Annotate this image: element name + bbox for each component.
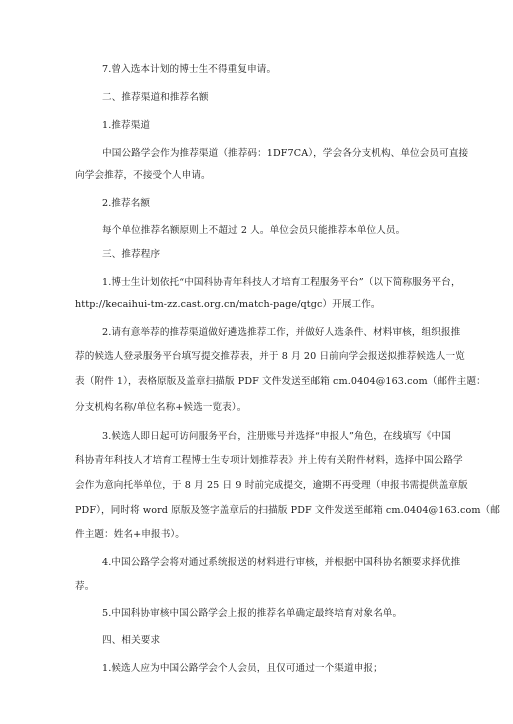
sub-2-body: 每个单位推荐名额原则上不超过 2 人。单位会员只能推荐本单位人员。 [102,225,406,236]
procedure-1-line-2: http://kecaihui-tm-zz.cast.org.cn/match-page/qtgc）开展工作。 [75,299,381,310]
procedure-5: 5.中国科协审核中国公路学会上报的推荐名单确定最终培育对象名单。 [102,608,403,619]
item-7: 7.曾入选本计划的博士生不得重复申请。 [102,64,277,75]
sub-1-body-line-2: 向学会推荐，不接受个人申请。 [75,170,211,181]
procedure-2-line-3: 表（附件 1），表格原版及盖章扫描版 PDF 文件发送至邮箱 cm.0404@163.com（邮件主题： [75,376,486,387]
sub-1-title: 1.推荐渠道 [102,120,151,131]
sub-2-title: 2.推荐名额 [102,198,151,209]
procedure-3-line-3: 会作为意向托举单位，于 8 月 25 日 9 时前完成提交，逾期不再受理（申报书需提供盖章版 [75,480,468,491]
requirement-1: 1.候选人应为中国公路学会个人会员，且仅可通过一个渠道申报； [102,663,383,674]
procedure-2-line-4: 分支机构名称/单位名称+候选一览表）。 [75,402,247,413]
section-3-title: 三、推荐程序 [102,249,161,260]
procedure-4-line-2: 荐。 [75,581,95,592]
procedure-3-line-2: 科协青年科技人才培育工程博士生专项计划推荐表》并上传有关附件材料，选择中国公路学 [75,455,463,466]
procedure-3-line-4: PDF），同时将 word 原版及签字盖章后的扫描版 PDF 文件发送至邮箱 cm.0404@163.com（邮 [75,505,500,516]
section-2-title: 二、推荐渠道和推荐名额 [102,92,209,103]
procedure-3-line-5: 件主题：姓名+申报书）。 [75,529,185,540]
procedure-4-line-1: 4.中国公路学会将对通过系统报送的材料进行审核，并根据中国科协名额要求择优推 [102,557,461,568]
procedure-1-line-1: 1.博士生计划依托“中国科协青年科技人才培育工程服务平台”（以下简称服务平台， [102,277,461,288]
sub-1-body-line-1: 中国公路学会作为推荐渠道（推荐码：1DF7CA），学会各分支机构、单位会员可直接 [102,148,469,159]
section-4-title: 四、相关要求 [102,635,161,646]
procedure-3-line-1: 3.候选人即日起可访问服务平台，注册账号并选择“申报人”角色，在线填写《中国 [102,431,451,442]
procedure-2-line-1: 2.请有意举荐的推荐渠道做好遴选推荐工作，并做好人选条件、材料审核，组织报推 [102,327,461,338]
procedure-2-line-2: 荐的候选人登录服务平台填写提交推荐表，并于 8 月 20 日前向学会报送拟推荐候选人一览 [75,351,465,362]
